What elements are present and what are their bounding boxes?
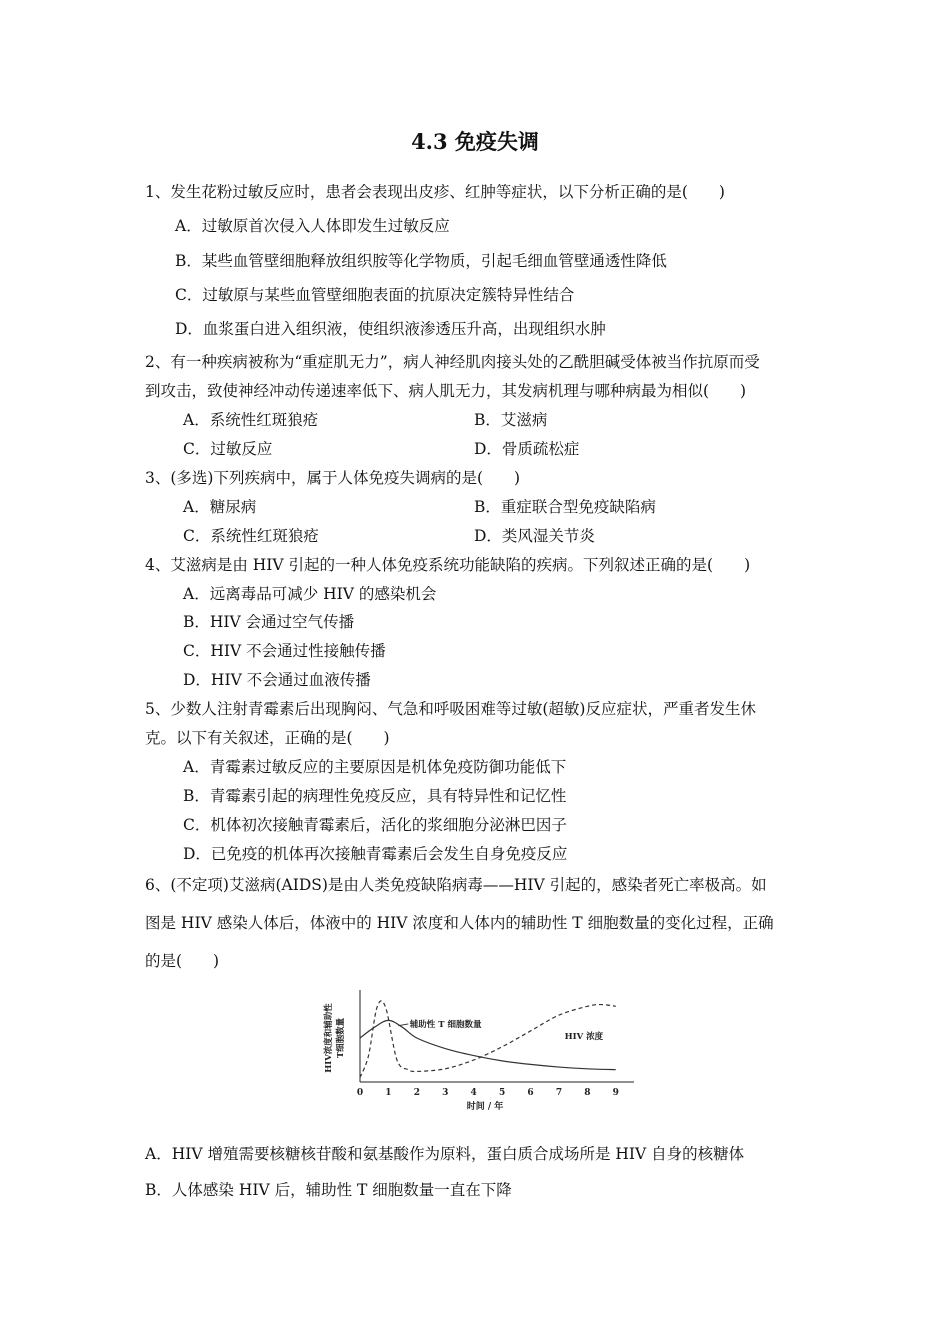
- x-tick-label: 7: [555, 1088, 563, 1098]
- q6-option-b: B．人体感染 HIV 后，辅助性 T 细胞数量一直在下降: [145, 1181, 512, 1199]
- series-label-t-cell-leader: [398, 1024, 408, 1026]
- q5-stem-line2: 克。以下有关叙述，正确的是( ): [145, 729, 390, 747]
- q5-option-a: A．青霉素过敏反应的主要原因是机体免疫防御功能低下: [183, 758, 567, 776]
- q4-option-a: A．远离毒品可减少 HIV 的感染机会: [183, 585, 437, 603]
- q5-option-d: D．已免疫的机体再次接触青霉素后会发生自身免疫反应: [183, 845, 568, 863]
- x-tick-label: 4: [470, 1088, 477, 1098]
- q6-option-a: A．HIV 增殖需要核糖核苷酸和氨基酸作为原料，蛋白质合成场所是 HIV 自身的核糖体: [145, 1145, 745, 1163]
- q3-option-a: A．糖尿病: [183, 498, 257, 516]
- x-tick-label: 6: [527, 1088, 534, 1098]
- x-tick-label: 2: [413, 1088, 420, 1098]
- x-tick-label: 9: [612, 1088, 619, 1098]
- page-title: 4.3 免疫失调: [411, 129, 539, 154]
- series-label-hiv: HIV 浓度: [564, 1032, 604, 1043]
- series-label-t-cell: 辅助性 T 细胞数量: [409, 1019, 482, 1030]
- q5-stem-line1: 5、少数人注射青霉素后出现胸闷、气急和呼吸困难等过敏(超敏)反应症状，严重者发生休: [145, 700, 756, 718]
- q3-option-c: C．系统性红斑狼疮: [183, 527, 319, 545]
- q2-stem-line2: 到攻击，致使神经冲动传递速率低下、病人肌无力，其发病机理与哪种病最为相似( ): [145, 382, 747, 400]
- q1-option-b: B．某些血管壁细胞释放组织胺等化学物质，引起毛细血管壁通透性降低: [175, 252, 667, 270]
- q2-option-a: A．系统性红斑狼疮: [183, 411, 319, 429]
- series-t-cell-line: [360, 1020, 616, 1069]
- q4-option-d: D．HIV 不会通过血液传播: [183, 671, 371, 689]
- q6-stem-line2: 图是 HIV 感染人体后，体液中的 HIV 浓度和人体内的辅助性 T 细胞数量的变化过程，正确: [145, 914, 774, 932]
- q3-option-d: D．类风湿关节炎: [474, 527, 595, 545]
- q2-option-b: B．艾滋病: [474, 411, 548, 429]
- y-axis-label-line2: T细胞数量: [336, 1017, 346, 1059]
- x-tick-label: 3: [442, 1088, 449, 1098]
- q1-option-d: D．血浆蛋白进入组织液，使组织液渗透压升高，出现组织水肿: [175, 320, 606, 338]
- x-tick-label: 5: [498, 1088, 506, 1098]
- y-axis-label-line1: HIV浓度和辅助性: [324, 1003, 334, 1073]
- q3-stem: 3、(多选)下列疾病中，属于人体免疫失调病的是( ): [145, 469, 521, 487]
- q4-option-c: C．HIV 不会通过性接触传播: [183, 642, 386, 660]
- q5-option-c: C．机体初次接触青霉素后，活化的浆细胞分泌淋巴因子: [183, 816, 567, 834]
- q4-stem: 4、艾滋病是由 HIV 引起的一种人体免疫系统功能缺陷的疾病。下列叙述正确的是( ): [145, 556, 751, 574]
- q1-option-a: A．过敏原首次侵入人体即发生过敏反应: [175, 217, 450, 235]
- q2-stem-line1: 2、有一种疾病被称为“重症肌无力”，病人神经肌肉接头处的乙酰胆碱受体被当作抗原而受: [145, 353, 760, 371]
- x-tick-label: 8: [584, 1088, 591, 1098]
- q6-stem-line1: 6、(不定项)艾滋病(AIDS)是由人类免疫缺陷病毒——HIV 引起的，感染者死亡率极高。如: [145, 876, 767, 894]
- q6-stem-line3: 的是( ): [145, 952, 220, 970]
- x-axis-label: 时间 / 年: [466, 1102, 504, 1112]
- q4-option-b: B．HIV 会通过空气传播: [183, 613, 355, 631]
- hiv-chart: [318, 986, 638, 1116]
- x-tick-label: 0: [356, 1088, 364, 1098]
- q1-option-c: C．过敏原与某些血管壁细胞表面的抗原决定簇特异性结合: [175, 286, 575, 304]
- q2-option-c: C．过敏反应: [183, 440, 273, 458]
- q1-stem: 1、发生花粉过敏反应时，患者会表现出皮疹、红肿等症状，以下分析正确的是( ): [145, 183, 725, 201]
- x-tick-label: 1: [385, 1088, 392, 1098]
- q5-option-b: B．青霉素引起的病理性免疫反应，具有特异性和记忆性: [183, 787, 567, 805]
- q3-option-b: B．重症联合型免疫缺陷病: [474, 498, 656, 516]
- q2-option-d: D．骨质疏松症: [474, 440, 580, 458]
